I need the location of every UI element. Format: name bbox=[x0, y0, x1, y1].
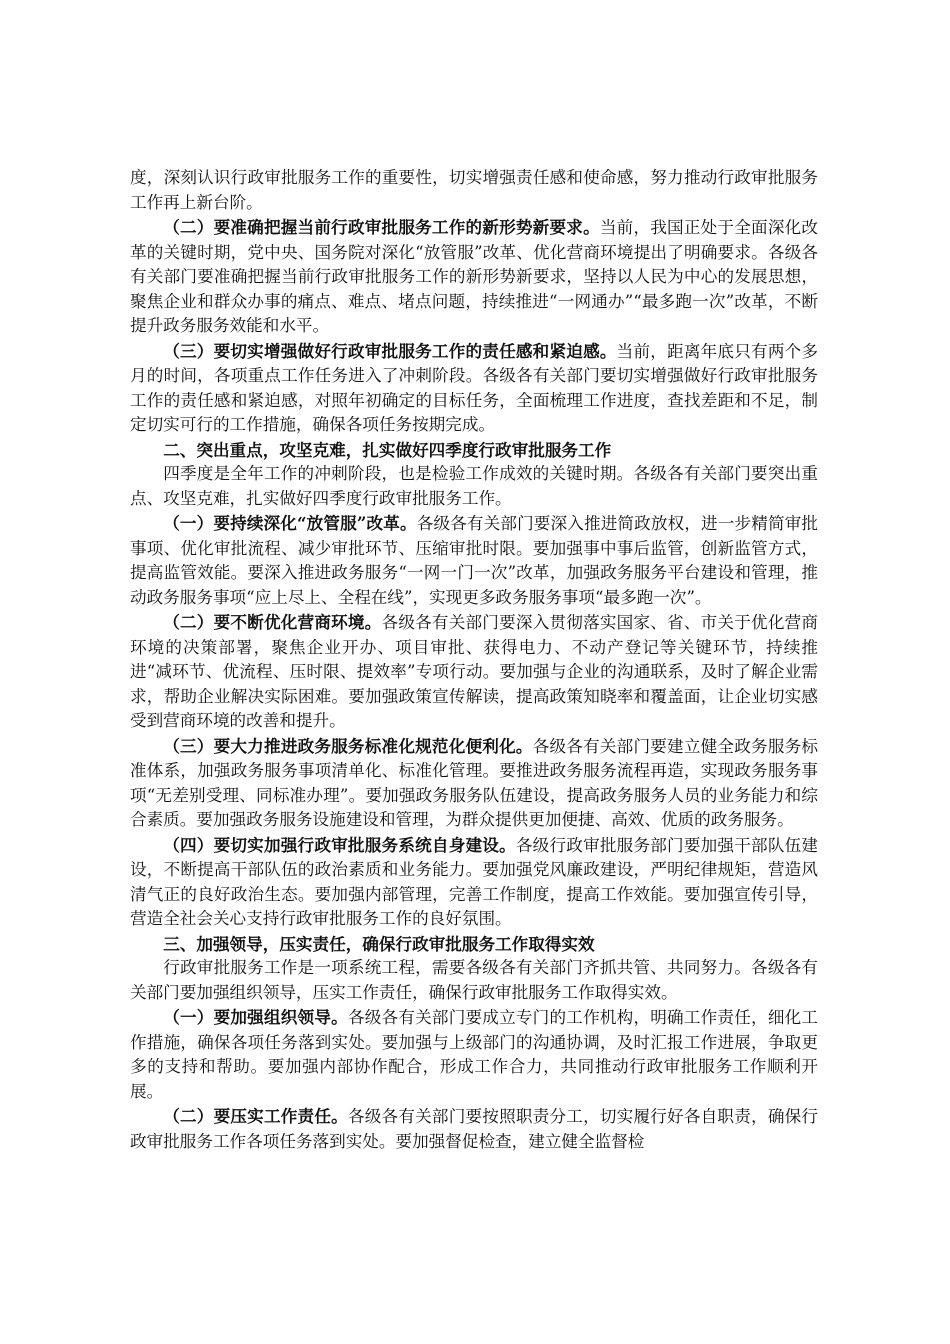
section-heading: 三、加强领导，压实责任，确保行政审批服务工作取得实效 bbox=[163, 933, 595, 954]
paragraph-body: 各级各有关部门要按照职责分工，切实履行好各自职责，确保行政审批服务工作各项任务落到实处。要加强督促检查，建立健全监督检 bbox=[130, 1107, 819, 1151]
paragraph-lead: （二）要准确把握当前行政审批服务工作的新形势新要求。 bbox=[163, 217, 600, 237]
paragraph bbox=[130, 215, 818, 339]
paragraph-lead: （一）要加强组织领导。 bbox=[163, 1007, 348, 1027]
paragraph: 行政审批服务工作是一项系统工程，需要各级各有关部门齐抓共管、共同努力。各级各有关部门要加强组织领导，压实工作责任，确保行政审批服务工作取得实效。 bbox=[130, 958, 818, 1002]
paragraph: 度，深刻认识行政审批服务工作的重要性，切实增强责任感和使命感，努力推动行政审批服务工作再上新台阶。 bbox=[130, 168, 818, 212]
paragraph-body: 各级各有关部门要成立专门的工作机构，明确工作责任，细化工作措施，确保各项任务落到实处。要加强与上级部门的沟通协调，及时汇报工作进展，争取更多的支持和帮助。要加强内部协作配合，形成工作合力，共同推动行政审批服务工作顺利开展。 bbox=[130, 1008, 819, 1101]
paragraph bbox=[130, 610, 818, 734]
paragraph-body: 各级各有关部门要建立健全政务服务标准体系，加强政务服务事项清单化、标准化管理。要推进政务服务流程再造，实现政务服务事项“无差别受理、同标准办理”。要加强政务服务队伍建设，提高政务服务人员的业务能力和综合素质。要加强政务服务设施建设和管理，为群众提供更加便捷、高效、优质的政务服务。 bbox=[130, 736, 819, 829]
paragraph-lead: （二）要压实工作责任。 bbox=[163, 1106, 348, 1126]
paragraph-lead: （三）要大力推进政务服务标准化规范化便利化。 bbox=[163, 735, 533, 756]
paragraph-body: 各级行政审批服务部门要加强干部队伍建设，不断提高干部队伍的政治素质和业务能力。要加强党风廉政建设，严明纪律规矩，营造风清气正的良好政治生态。要加强内部管理，完善工作制度，提高工作效能。要加强宣传引导，营造全社会关心支持行政审批服务工作的良好氛围。 bbox=[130, 835, 819, 928]
section-heading: 二、突出重点，攻坚克难，扎实做好四季度行政审批服务工作 bbox=[163, 439, 612, 460]
paragraph-lead: （二）要不断优化营商环境。 bbox=[163, 612, 382, 632]
paragraph-body: 各级各有关部门要深入贯彻落实国家、省、市关于优化营商环境的决策部署，聚焦企业开办、项目审批、获得电力、不动产登记等关键环节，持续推进“减环节、优流程、压时限、提效率”专项行动。要加强与企业的沟通联系，及时了解企业需求，帮助企业解决实际困难。要加强政策宣传解读，提高政策知晓率和覆盖面，让企业切实感受到营商环境的改善和提升。 bbox=[130, 613, 819, 730]
paragraph-lead: （四）要切实加强行政审批服务系统自身建设。 bbox=[163, 834, 516, 855]
paragraph bbox=[130, 734, 818, 833]
paragraph bbox=[130, 1104, 818, 1154]
paragraph: 四季度是全年工作的冲刺阶段，也是检验工作成效的关键时期。各级各有关部门要突出重点、攻坚克难，扎实做好四季度行政审批服务工作。 bbox=[130, 464, 818, 508]
paragraph-body: 当前，我国正处于全面深化改革的关键时期，党中央、国务院对深化“放管服”改革、优化营商环境提出了明确要求。各级各有关部门要准确把握当前行政审批服务工作的新形势新要求，坚持以人民为中心的发展思想，聚焦企业和群众办事的痛点、难点、堵点问题，持续推进“一网通办”“最多跑一次”改革，不断提升政务服务效能和水平。 bbox=[130, 218, 819, 335]
paragraph-lead: （一）要持续深化“放管服”改革。 bbox=[163, 513, 417, 533]
paragraph bbox=[130, 1005, 818, 1104]
paragraph bbox=[130, 339, 818, 438]
paragraph bbox=[130, 511, 818, 610]
paragraph bbox=[130, 833, 818, 932]
document-page bbox=[130, 166, 818, 1154]
paragraph-body: 各级各有关部门要深入推进简政放权，进一步精简审批事项、优化审批流程、减少审批环节、压缩审批时限。要加强事中事后监管，创新监管方式，提高监管效能。要深入推进政务服务“一网一门一次”改革，加强政务服务平台建设和管理，推动政务服务事项“应上尽上、全程在线”，实现更多政务服务事项“最多跑一次”。 bbox=[130, 514, 819, 607]
paragraph-body: 当前，距离年底只有两个多月的时间，各项重点工作任务进入了冲刺阶段。各级各有关部门要切实增强做好行政审批服务工作的责任感和紧迫感，对照年初确定的目标任务，全面梳理工作进度，查找差距和不足，制定切实可行的工作措施，确保各项任务按期完成。 bbox=[130, 341, 819, 434]
paragraph-lead: （三）要切实增强做好行政审批服务工作的责任感和紧迫感。 bbox=[163, 340, 617, 361]
